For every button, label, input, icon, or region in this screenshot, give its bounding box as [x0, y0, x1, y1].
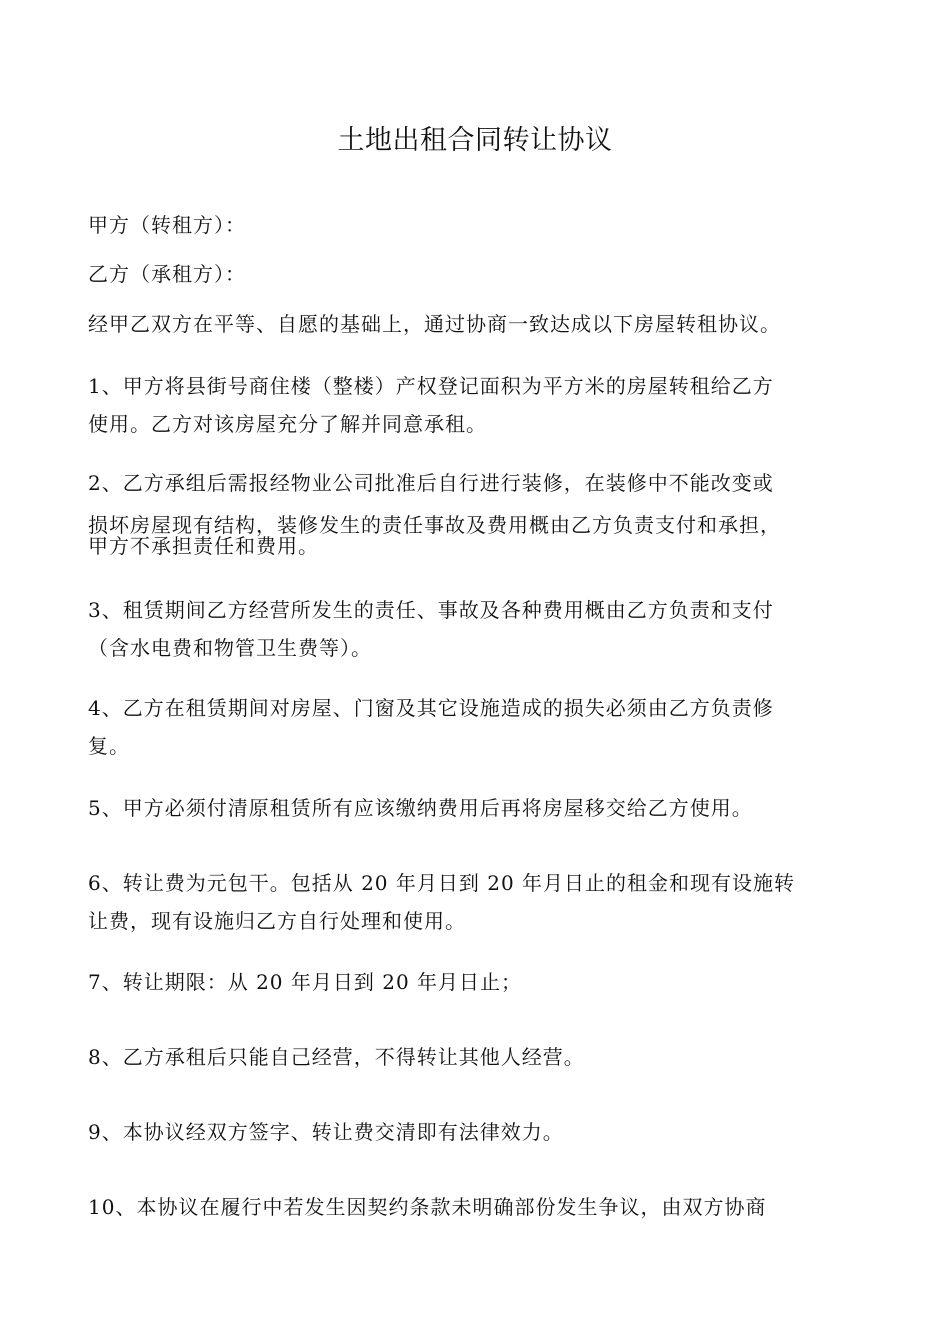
clause-line: 3、租赁期间乙方经营所发生的责任、事故及各种费用概由乙方负责和支付 — [88, 598, 774, 622]
clause-line: 4、乙方在租赁期间对房屋、门窗及其它设施造成的损失必须由乙方负责修 — [88, 696, 774, 720]
clause-9 — [88, 1113, 878, 1151]
document-title: 土地出租合同转让协议 — [337, 125, 613, 156]
clause-line: （含水电费和物管卫生费等）。 — [88, 636, 372, 660]
clause-line: 6、转让费为元包干。包括从 20 年月日到 20 年月日止的租金和现有设施转 — [88, 871, 796, 895]
clause-line: 让费，现有设施归乙方自行处理和使用。 — [88, 909, 466, 933]
clause-line: 2、乙方承组后需报经物业公司批准后自行进行装修，在装修中不能改变或 — [88, 471, 774, 495]
clause-10 — [88, 1188, 878, 1226]
party-a-line: 甲方（转租方）： — [88, 213, 246, 237]
clause-7 — [88, 963, 878, 1001]
clause-3 — [88, 591, 878, 667]
clause-line: 5、甲方必须付清原租赁所有应该缴纳费用后再将房屋移交给乙方使用。 — [88, 796, 753, 820]
clause-line: 9、本协议经双方签字、转让费交清即有法律效力。 — [88, 1120, 564, 1144]
clause-2 — [88, 464, 878, 565]
intro-paragraph: 经甲乙双方在平等、自愿的基础上，通过协商一致达成以下房屋转租协议。 — [88, 312, 781, 336]
clause-4 — [88, 689, 878, 765]
clause-line: 7、转让期限：从 20 年月日到 20 年月日止； — [88, 970, 523, 994]
clause-line: 损坏房屋现有结构，装修发生的责任事故及费用概由乙方负责支付和承担， — [88, 513, 781, 537]
clause-8 — [88, 1038, 878, 1076]
clause-line: 10、本协议在履行中若发生因契约条款未明确部份发生争议，由双方协商 — [88, 1195, 767, 1219]
clause-6 — [88, 864, 878, 940]
clause-5 — [88, 789, 878, 827]
clause-line: 复。 — [88, 734, 130, 758]
party-b-line: 乙方（承租方）： — [88, 262, 246, 286]
clause-line: 1、甲方将县街号商住楼（整楼）产权登记面积为平方米的房屋转租给乙方 — [88, 374, 774, 398]
clause-line: 使用。乙方对该房屋充分了解并同意承租。 — [88, 412, 487, 436]
clause-line: 甲方不承担责任和费用。 — [88, 534, 319, 558]
clause-1 — [88, 367, 878, 443]
clause-line: 8、乙方承租后只能自己经营，不得转让其他人经营。 — [88, 1045, 585, 1069]
